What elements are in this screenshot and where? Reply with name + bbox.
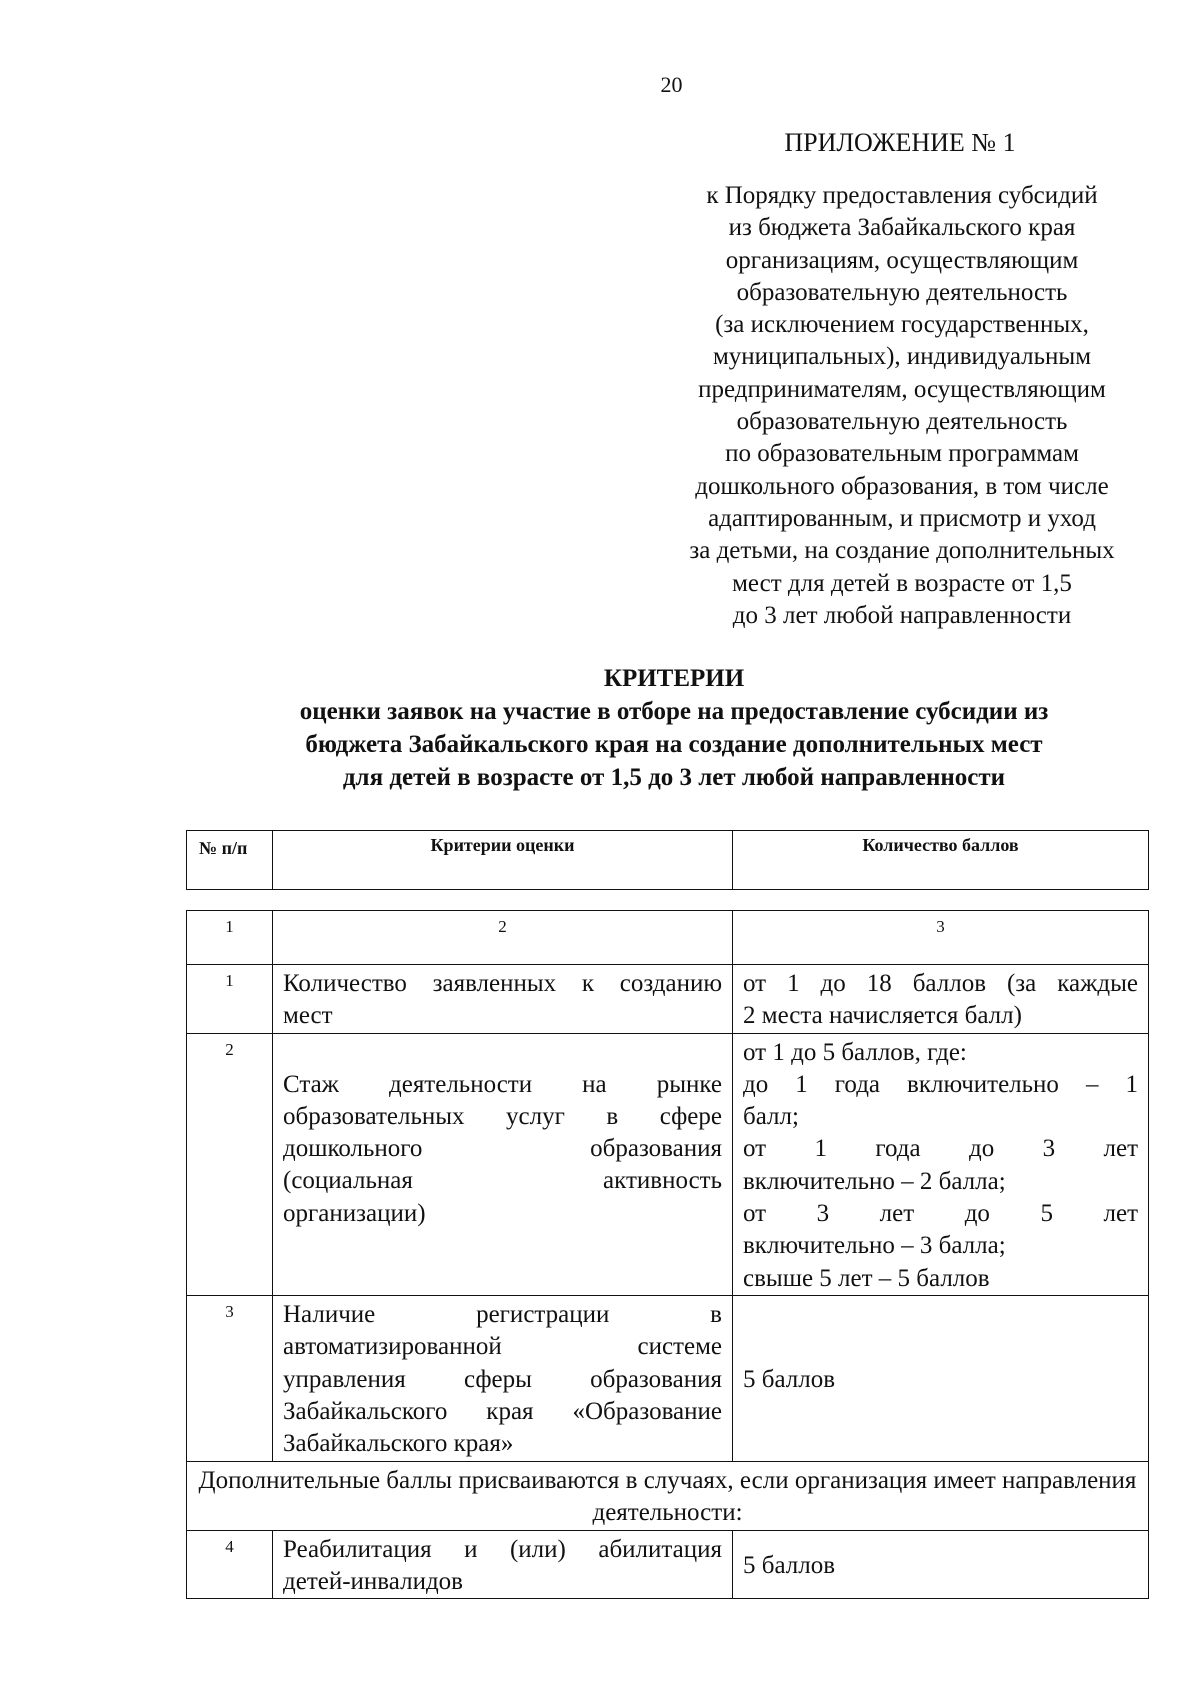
table-header — [186, 830, 1149, 890]
subtitle-line: к Порядку предоставления субсидий — [706, 182, 1098, 209]
column-number: 2 — [273, 911, 733, 965]
page-number: 20 — [660, 72, 683, 97]
subtitle-line: дошкольного образования, в том числе — [695, 472, 1109, 500]
subtitle-line: по образовательным программам — [725, 440, 1079, 468]
header-score: Количество баллов — [733, 831, 1149, 890]
subtitle-line: образовательную деятельность — [736, 408, 1068, 436]
row-number: 3 — [187, 1295, 273, 1461]
column-number: 3 — [733, 911, 1149, 965]
criteria-table — [186, 910, 1149, 1599]
score-cell: 5 баллов — [733, 1530, 1149, 1599]
row-number: 2 — [187, 1033, 273, 1295]
subtitle-line: мест для детей в возрасте от 1,5 — [732, 569, 1072, 597]
subtitle-line: муниципальных), индивидуальным — [712, 343, 1092, 371]
row-number: 1 — [187, 965, 273, 1034]
subtitle-line: организациям, осуществляющим — [725, 246, 1079, 274]
additional-note: Дополнительные баллы присваиваются в случаях, если организация имеет направления деятельности: — [187, 1461, 1149, 1530]
criteria-subtitle-line: оценки заявок на участие в отборе на предоставление субсидии из — [299, 698, 1049, 725]
subtitle-line: образовательную деятельность — [736, 278, 1068, 306]
score-cell: 5 баллов — [733, 1295, 1149, 1461]
subtitle-line: за детьми, на создание дополнительных — [689, 537, 1115, 565]
criterion-cell: Наличие регистрации в автоматизированной системе управления сферы образования Забайкальского края «Образование Забайкальского края» — [273, 1295, 733, 1461]
criterion-cell: Количество заявленных к созданию мест — [273, 965, 733, 1034]
criteria-subtitle-line: бюджета Забайкальского края на создание дополнительных мест — [305, 731, 1043, 758]
criteria-subtitle-line: для детей в возрасте от 1,5 до 3 лет любой направленности — [342, 764, 1006, 791]
column-number: 1 — [187, 911, 273, 965]
subtitle-line: адаптированным, и присмотр и уход — [708, 504, 1096, 532]
table-row — [187, 1295, 1149, 1461]
table-row — [187, 1033, 1149, 1295]
column-number-row — [187, 911, 1149, 965]
table-row — [187, 965, 1149, 1034]
subtitle-line: до 3 лет любой направленности — [732, 601, 1072, 629]
criteria-title: КРИТЕРИИ — [603, 665, 745, 692]
subtitle-line: (за исключением государственных, — [715, 311, 1089, 339]
subtitle-line: из бюджета Забайкальского края — [728, 214, 1076, 242]
score-cell: от 1 до 18 баллов (за каждые 2 места начисляется балл) — [733, 965, 1149, 1034]
criterion-cell: Стаж деятельности на рынке образовательных услуг в сфере дошкольного образования (социальная активность организации) — [273, 1033, 733, 1295]
score-cell: от 1 до 5 баллов, где: до 1 года включительно – 1 балл; от 1 года до 3 лет включительно – 2 балла; от 3 лет до 5 лет включительно – 3 балла; свыше 5 лет – 5 баллов — [733, 1033, 1149, 1295]
criteria-heading — [140, 662, 1200, 794]
appendix-title: ПРИЛОЖЕНИЕ № 1 — [784, 128, 1016, 157]
appendix-subtitle — [652, 180, 1152, 632]
criterion-cell: Реабилитация и (или) абилитация детей-инвалидов — [273, 1530, 733, 1599]
table-row — [187, 1530, 1149, 1599]
header-number: № п/п — [187, 831, 273, 890]
header-criteria: Критерии оценки — [273, 831, 733, 890]
table-header-row — [187, 831, 1149, 890]
row-number: 4 — [187, 1530, 273, 1599]
additional-note-row — [187, 1461, 1149, 1530]
subtitle-line: предпринимателям, осуществляющим — [698, 375, 1106, 403]
